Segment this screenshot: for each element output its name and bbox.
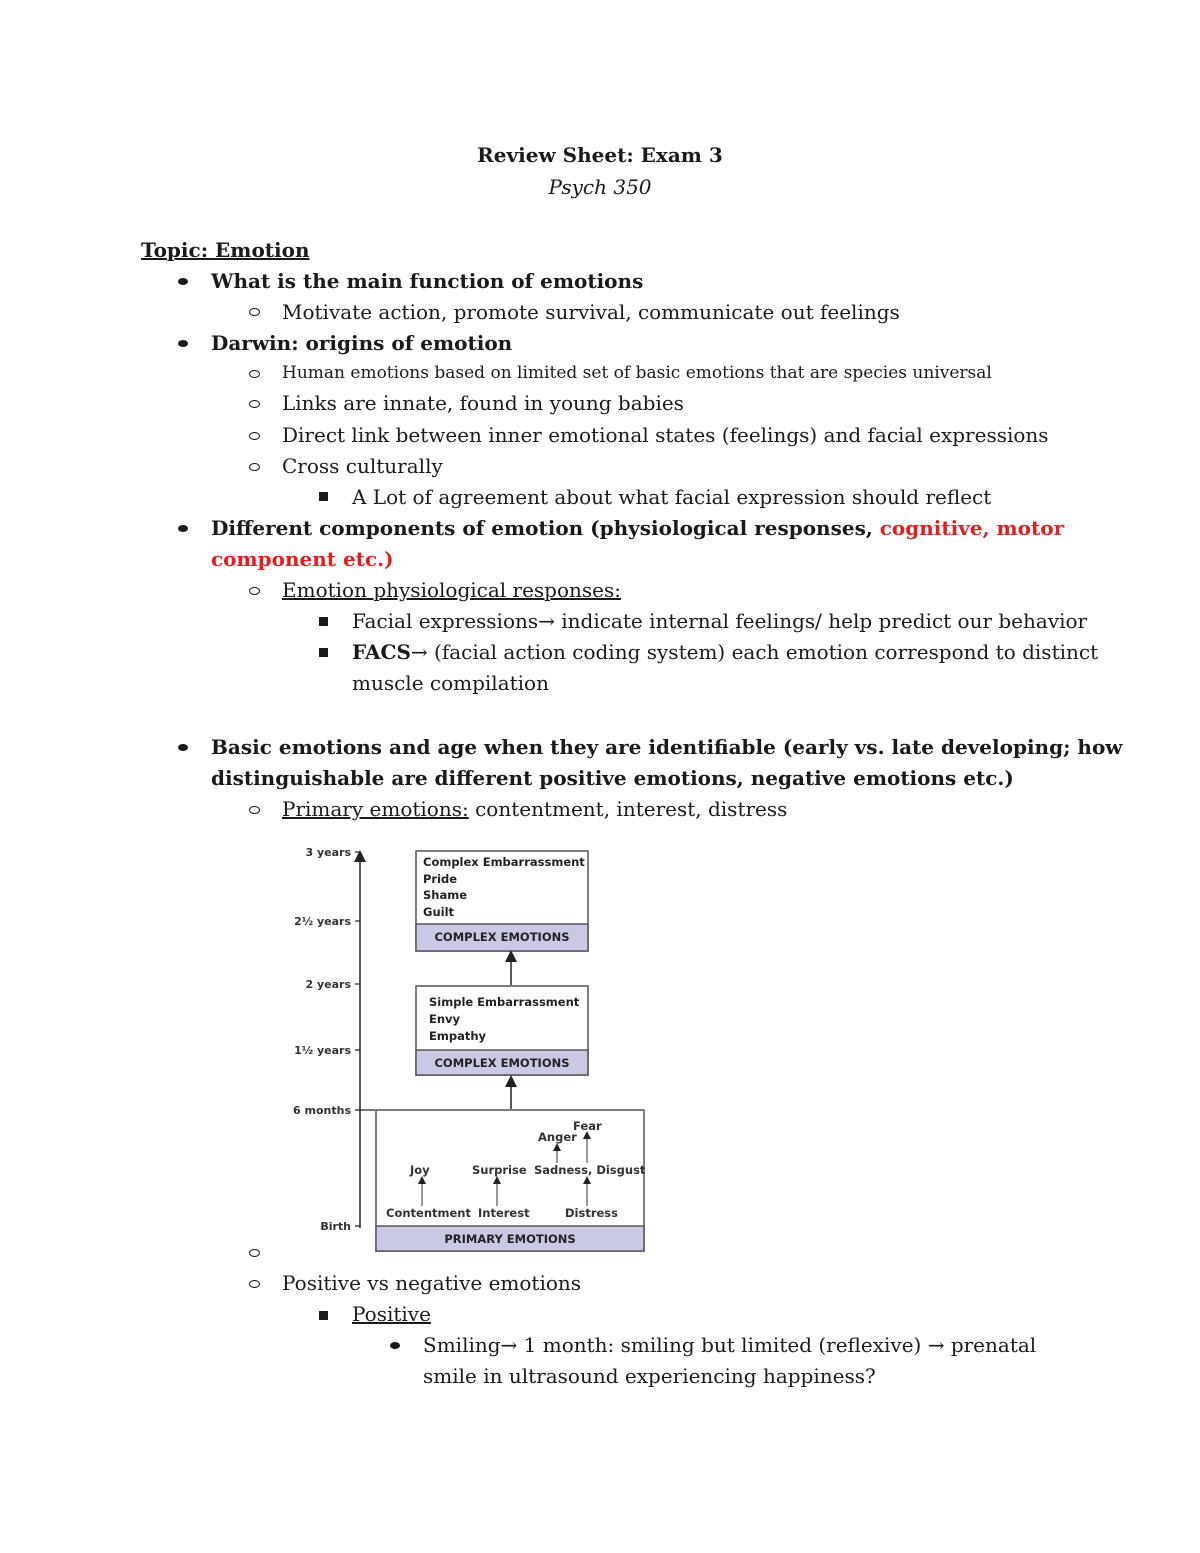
primary-emotions-box <box>376 1110 646 1251</box>
components-heading-text: Different components of emotion (physiological responses, <box>211 516 880 540</box>
emotion-label: Interest <box>478 1206 530 1220</box>
facs-description-line2: muscle compilation <box>352 671 549 695</box>
pos-neg-item: Positive vs negative emotions <box>282 1271 582 1295</box>
emotion-label: Empathy <box>429 1029 487 1043</box>
middle-complex-box <box>416 986 588 1075</box>
bullet-disc <box>178 340 188 347</box>
emotion-label: Fear <box>573 1119 602 1133</box>
emotion-label: Guilt <box>423 905 455 919</box>
bullet-disc <box>390 1342 400 1349</box>
box-category-label: COMPLEX EMOTIONS <box>434 930 570 944</box>
bullet-square <box>319 1311 328 1320</box>
bullet-circle <box>249 400 260 408</box>
emotion-label: Contentment <box>386 1206 471 1220</box>
smiling-item: Smiling→ 1 month: smiling but limited (reflexive) → prenatal <box>423 1333 1037 1357</box>
bullet-disc <box>178 278 188 285</box>
question-darwin: Darwin: origins of emotion <box>211 331 513 355</box>
bullet-square <box>319 617 328 626</box>
darwin-item: Links are innate, found in young babies <box>282 391 684 415</box>
top-complex-box <box>416 851 588 951</box>
smiling-item-line2: smile in ultrasound experiencing happiness? <box>423 1364 876 1388</box>
age-label: Birth <box>320 1220 351 1233</box>
emotion-label: Joy <box>410 1163 430 1177</box>
components-heading-highlight: cognitive, motor <box>879 516 1065 540</box>
darwin-item: Human emotions based on limited set of basic emotions that are species universal <box>282 363 992 383</box>
darwin-item: Cross culturally <box>282 454 443 478</box>
question-components <box>211 516 1064 540</box>
emotion-label: Envy <box>429 1012 461 1026</box>
primary-emotions-label: Primary emotions: <box>282 797 469 821</box>
age-label: 2 years <box>305 978 351 991</box>
primary-emotions-list: contentment, interest, distress <box>468 797 788 821</box>
emotion-label: Pride <box>423 872 458 886</box>
emotion-development-figure <box>285 838 655 1258</box>
question-basic-emotions: Basic emotions and age when they are identifiable (early vs. late developing; how <box>211 735 1123 759</box>
bullet-circle <box>249 370 260 378</box>
emotion-label: Shame <box>423 888 468 902</box>
course-subtitle: Psych 350 <box>548 175 652 199</box>
question-basic-emotions-line2: distinguishable are different positive emotions, negative emotions etc.) <box>211 766 1014 790</box>
emotion-label: Complex Embarrassment <box>423 855 585 869</box>
emotion-label: Sadness, Disgust <box>534 1163 646 1177</box>
physiological-subheading: Emotion physiological responses: <box>282 578 622 602</box>
bullet-circle <box>249 432 260 440</box>
bullet-circle <box>249 1280 260 1288</box>
positive-label: Positive <box>352 1302 431 1326</box>
topic-heading: Topic: Emotion <box>141 238 310 262</box>
bullet-disc <box>178 744 188 751</box>
bullet-square <box>319 492 328 501</box>
bullet-circle <box>249 463 260 471</box>
emotion-label: Simple Embarrassment <box>429 995 580 1009</box>
bullet-circle <box>249 587 260 595</box>
age-label: 3 years <box>305 846 351 859</box>
primary-emotions-item <box>282 797 787 821</box>
facs-point <box>352 640 1098 664</box>
bullet-circle <box>249 308 260 316</box>
emotion-label: Anger <box>538 1130 577 1144</box>
emotion-label: Surprise <box>472 1163 527 1177</box>
box-category-label: PRIMARY EMOTIONS <box>444 1232 576 1246</box>
darwin-item: Direct link between inner emotional states (feelings) and facial expressions <box>282 423 1049 447</box>
components-heading-highlight-line2: component etc.) <box>211 547 394 571</box>
question-function: What is the main function of emotions <box>211 269 644 293</box>
bullet-circle <box>249 806 260 814</box>
box-category-label: COMPLEX EMOTIONS <box>434 1056 570 1070</box>
facial-expressions-point: Facial expressions→ indicate internal feelings/ help predict our behavior <box>352 609 1088 633</box>
bullet-circle <box>249 1249 260 1257</box>
age-label: 2½ years <box>294 915 351 928</box>
bullet-square <box>319 648 328 657</box>
answer-function: Motivate action, promote survival, communicate out feelings <box>282 300 900 324</box>
facs-term: FACS <box>352 640 411 664</box>
bullet-disc <box>178 525 188 532</box>
darwin-sub-item: A Lot of agreement about what facial expression should reflect <box>352 485 992 509</box>
age-label: 1½ years <box>294 1044 351 1057</box>
emotion-label: Distress <box>565 1206 618 1220</box>
page-title: Review Sheet: Exam 3 <box>477 143 723 167</box>
facs-description: → (facial action coding system) each emotion correspond to distinct <box>410 640 1099 664</box>
age-label: 6 months <box>293 1104 351 1117</box>
